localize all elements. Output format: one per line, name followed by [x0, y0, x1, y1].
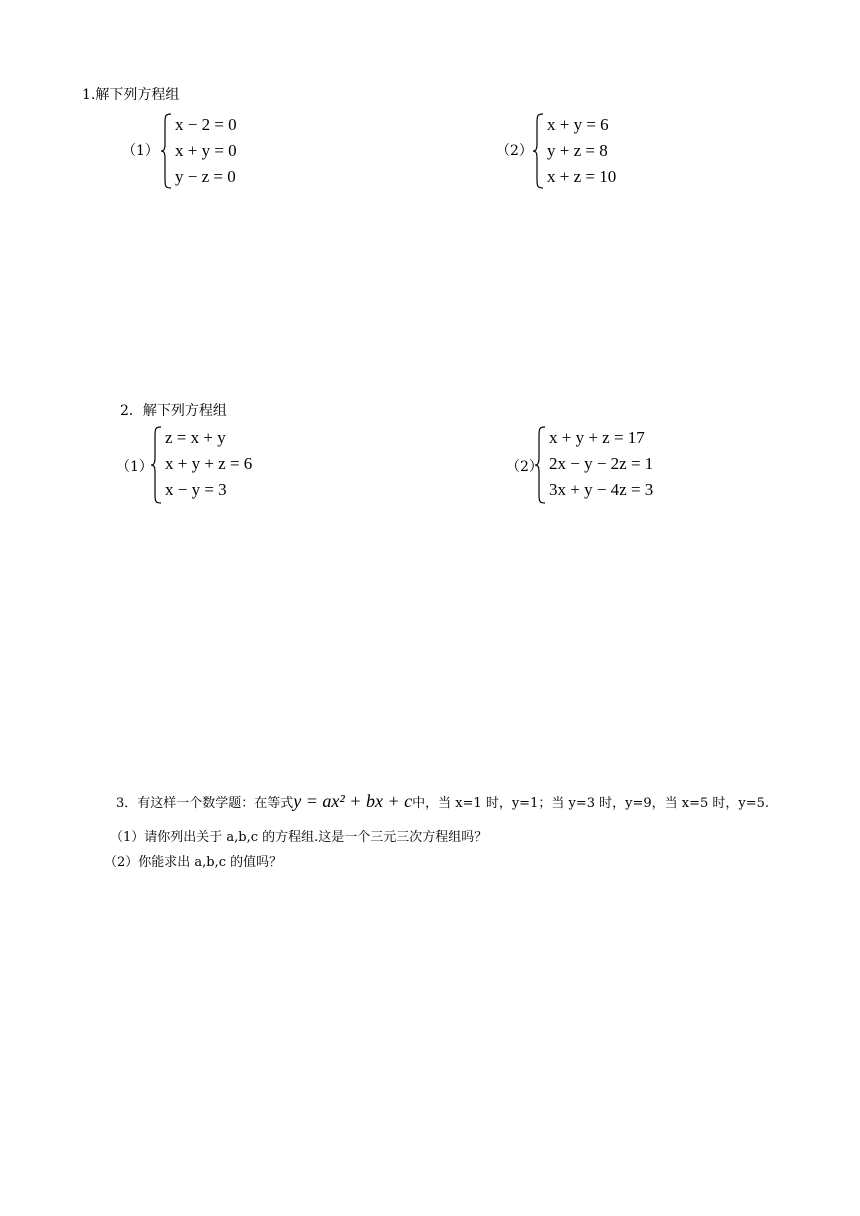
- equation: x + y + z = 6: [165, 454, 253, 473]
- left-brace-icon: [160, 112, 174, 190]
- q2-part1-label: （1）: [116, 459, 153, 475]
- q2-part2-label: （2）: [506, 459, 543, 475]
- equation: 3x + y − 4z = 3: [549, 480, 654, 499]
- equation: x + y = 0: [175, 141, 237, 160]
- question-3-intro: [116, 791, 769, 814]
- question-2-heading: 2．解下列方程组: [120, 403, 227, 419]
- question-1-heading: 1.解下列方程组: [82, 87, 180, 103]
- equation: x − 2 = 0: [175, 115, 237, 134]
- equation: 2x − y − 2z = 1: [549, 454, 654, 473]
- equation: x − y = 3: [165, 480, 227, 499]
- question-3-sub1: （1）请你列出关于 a,b,c 的方程组.这是一个三元三次方程组吗？: [110, 830, 488, 845]
- q3-intro-suffix: 中，当 x=1 时，y=1；当 y=3 时，y=9，当 x=5 时，y=5.: [412, 796, 770, 811]
- equation: y + z = 8: [547, 141, 608, 160]
- q1-part2-label: （2）: [496, 143, 533, 159]
- equation: x + z = 10: [547, 167, 617, 186]
- q1-part1-label: （1）: [122, 143, 159, 159]
- equation: z = x + y: [165, 428, 226, 447]
- equation: x + y = 6: [547, 115, 609, 134]
- left-brace-icon: [534, 425, 548, 505]
- q3-formula: y = ax² + bx + c: [293, 791, 413, 811]
- equation: y − z = 0: [175, 167, 236, 186]
- q3-intro-prefix: 3．有这样一个数学题：在等式: [116, 796, 294, 811]
- left-brace-icon: [532, 112, 546, 190]
- equation: x + y + z = 17: [549, 428, 645, 447]
- question-3-sub2: （2）你能求出 a,b,c 的值吗？: [104, 855, 283, 870]
- left-brace-icon: [150, 425, 164, 505]
